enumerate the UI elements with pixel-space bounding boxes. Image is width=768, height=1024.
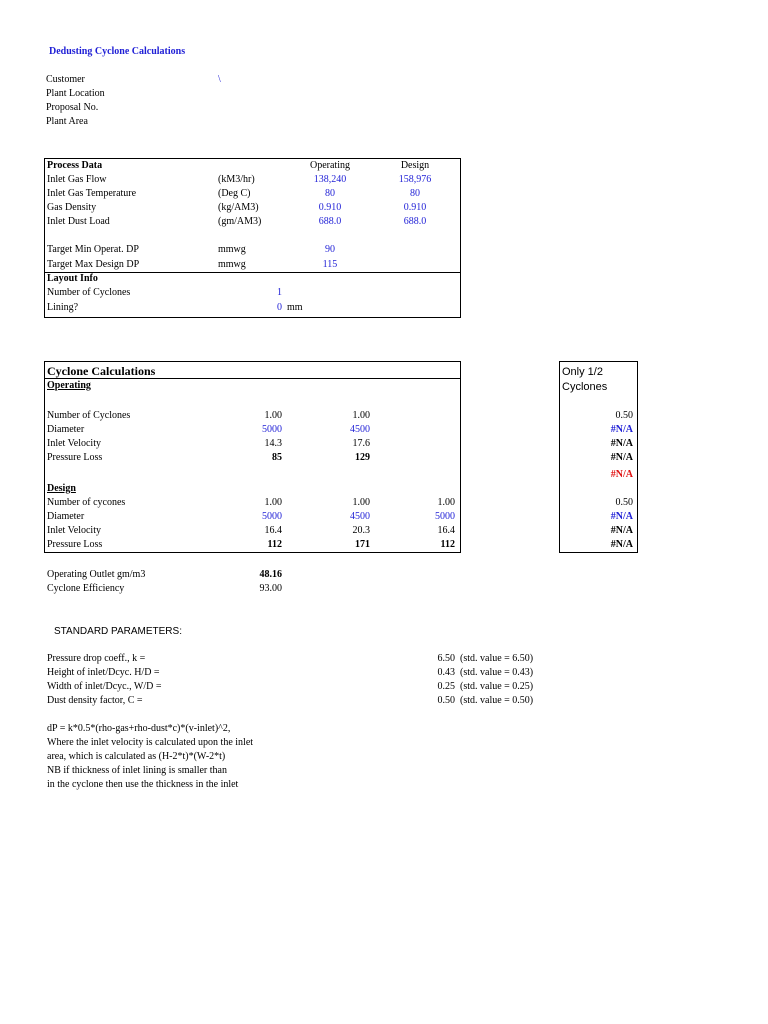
des-row-v1: 16.4 bbox=[264, 525, 282, 536]
des-row-label: Number of cycones bbox=[47, 497, 126, 508]
col-design-header: Design bbox=[400, 160, 430, 171]
lining-unit: mm bbox=[287, 302, 303, 313]
formula-note: area, which is calculated as (H-2*t)*(W-2*t) bbox=[47, 751, 226, 762]
process-row-label: Inlet Dust Load bbox=[47, 216, 110, 227]
half-cyclones-line1: Only 1/2 bbox=[562, 366, 603, 378]
half-des-value: #N/A bbox=[610, 539, 633, 550]
proposal-label: Proposal No. bbox=[46, 102, 99, 113]
std-param-value[interactable]: 0.50 bbox=[437, 695, 455, 706]
des-row-v2: 20.3 bbox=[352, 525, 370, 536]
col-operating-header: Operating bbox=[310, 160, 350, 171]
process-row-unit: (gm/AM3) bbox=[218, 216, 262, 227]
formula-note: NB if thickness of inlet lining is smaller than bbox=[47, 765, 227, 776]
process-row-unit: (Deg C) bbox=[218, 188, 251, 199]
std-param-reference: (std. value = 0.43) bbox=[460, 667, 534, 678]
process-row-operating[interactable]: 80 bbox=[325, 188, 335, 199]
customer-value[interactable]: \ bbox=[218, 74, 221, 85]
process-row-label: Inlet Gas Flow bbox=[47, 174, 107, 185]
std-param-label: Pressure drop coeff., k = bbox=[47, 653, 146, 664]
process-row-design[interactable]: 158,976 bbox=[398, 174, 432, 185]
op-row-label: Diameter bbox=[47, 424, 85, 435]
des-row-label: Inlet Velocity bbox=[47, 525, 101, 536]
target-min-label: Target Min Operat. DP bbox=[47, 244, 139, 255]
op-row-v1: 85 bbox=[272, 452, 282, 463]
calc-header-divider bbox=[44, 378, 461, 379]
process-data-heading: Process Data bbox=[47, 160, 103, 171]
operating-heading: Operating bbox=[47, 380, 91, 391]
op-row-v2[interactable]: 4500 bbox=[350, 424, 370, 435]
process-row-operating[interactable]: 688.0 bbox=[318, 216, 342, 227]
des-row-v1[interactable]: 5000 bbox=[262, 511, 282, 522]
plant-area-label: Plant Area bbox=[46, 116, 88, 127]
target-min-unit: mmwg bbox=[218, 244, 246, 255]
half-error-value: #N/A bbox=[610, 469, 633, 480]
des-row-v2: 1.00 bbox=[352, 497, 370, 508]
efficiency-label: Cyclone Efficiency bbox=[47, 583, 125, 594]
des-row-v3: 112 bbox=[440, 539, 455, 550]
target-max-value[interactable]: 115 bbox=[322, 259, 338, 270]
process-row-design[interactable]: 688.0 bbox=[403, 216, 427, 227]
process-row-unit: (kM3/hr) bbox=[218, 174, 255, 185]
op-row-v1: 1.00 bbox=[264, 410, 282, 421]
formula-note: Where the inlet velocity is calculated upon the inlet bbox=[47, 737, 254, 748]
lining-value[interactable]: 0 bbox=[277, 302, 282, 313]
num-cyclones-label: Number of Cyclones bbox=[47, 287, 131, 298]
page-title: Dedusting Cyclone Calculations bbox=[49, 46, 186, 57]
target-min-value[interactable]: 90 bbox=[325, 244, 335, 255]
des-row-v2: 171 bbox=[355, 539, 370, 550]
std-param-label: Dust density factor, C = bbox=[47, 695, 143, 706]
des-row-v3[interactable]: 5000 bbox=[435, 511, 455, 522]
std-param-label: Height of inlet/Dcyc. H/D = bbox=[47, 667, 160, 678]
process-row-design[interactable]: 80 bbox=[410, 188, 420, 199]
half-des-value: 0.50 bbox=[615, 497, 633, 508]
layout-info-heading: Layout Info bbox=[47, 273, 98, 284]
customer-label: Customer bbox=[46, 74, 85, 85]
des-row-v3: 1.00 bbox=[437, 497, 455, 508]
half-op-value: 0.50 bbox=[615, 410, 633, 421]
des-row-v2[interactable]: 4500 bbox=[350, 511, 370, 522]
process-row-label: Inlet Gas Temperature bbox=[47, 188, 137, 199]
des-row-v1: 1.00 bbox=[264, 497, 282, 508]
num-cyclones-value[interactable]: 1 bbox=[277, 287, 282, 298]
design-heading: Design bbox=[47, 483, 76, 494]
op-row-label: Number of Cyclones bbox=[47, 410, 131, 421]
formula-note: dP = k*0.5*(rho-gas+rho-dust*c)*(v-inlet)^2, bbox=[47, 723, 231, 734]
outlet-value: 48.16 bbox=[259, 569, 282, 580]
target-max-label: Target Max Design DP bbox=[47, 259, 140, 270]
op-row-v1: 14.3 bbox=[264, 438, 282, 449]
process-row-operating[interactable]: 0.910 bbox=[318, 202, 342, 213]
std-param-value[interactable]: 0.43 bbox=[437, 667, 455, 678]
lining-label: Lining? bbox=[47, 302, 79, 313]
process-row-operating[interactable]: 138,240 bbox=[313, 174, 347, 185]
op-row-label: Pressure Loss bbox=[47, 452, 103, 463]
half-op-value: #N/A bbox=[610, 452, 633, 463]
op-row-v2: 17.6 bbox=[352, 438, 370, 449]
std-param-label: Width of inlet/Dcyc., W/D = bbox=[47, 681, 162, 692]
target-max-unit: mmwg bbox=[218, 259, 246, 270]
op-row-label: Inlet Velocity bbox=[47, 438, 101, 449]
std-param-reference: (std. value = 0.25) bbox=[460, 681, 534, 692]
des-row-v3: 16.4 bbox=[437, 525, 455, 536]
half-cyclones-line2: Cyclones bbox=[562, 381, 608, 393]
standard-params-heading: STANDARD PARAMETERS: bbox=[54, 626, 182, 637]
std-param-value[interactable]: 0.25 bbox=[437, 681, 455, 692]
outlet-label: Operating Outlet gm/m3 bbox=[47, 569, 146, 580]
efficiency-value: 93.00 bbox=[259, 583, 282, 594]
plant-location-label: Plant Location bbox=[46, 88, 105, 99]
std-param-value[interactable]: 6.50 bbox=[437, 653, 455, 664]
half-op-value: #N/A bbox=[610, 438, 633, 449]
layout-divider bbox=[44, 272, 461, 273]
process-row-design[interactable]: 0.910 bbox=[403, 202, 427, 213]
half-des-value: #N/A bbox=[610, 511, 633, 522]
calc-heading: Cyclone Calculations bbox=[47, 364, 156, 378]
half-op-value: #N/A bbox=[610, 424, 633, 435]
op-row-v2: 1.00 bbox=[352, 410, 370, 421]
std-param-reference: (std. value = 0.50) bbox=[460, 695, 534, 706]
process-row-label: Gas Density bbox=[47, 202, 97, 213]
formula-note: in the cyclone then use the thickness in the inlet bbox=[47, 779, 239, 790]
op-row-v2: 129 bbox=[355, 452, 370, 463]
std-param-reference: (std. value = 6.50) bbox=[460, 653, 534, 664]
op-row-v1[interactable]: 5000 bbox=[262, 424, 282, 435]
des-row-label: Pressure Loss bbox=[47, 539, 103, 550]
half-des-value: #N/A bbox=[610, 525, 633, 536]
des-row-label: Diameter bbox=[47, 511, 85, 522]
process-row-unit: (kg/AM3) bbox=[218, 202, 259, 213]
des-row-v1: 112 bbox=[267, 539, 282, 550]
